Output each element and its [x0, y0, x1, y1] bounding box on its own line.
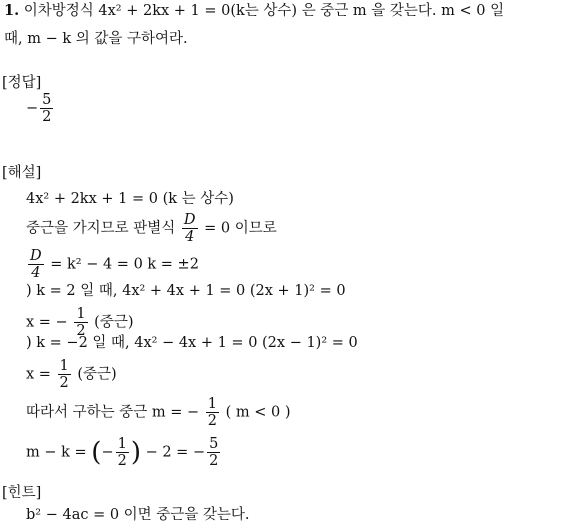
- problem-line-2: [4, 30, 188, 48]
- answer-label: [정답]: [2, 75, 42, 91]
- step-9-result-numerator: 5: [209, 436, 219, 452]
- solution-step-1: 4x² + 2kx + 1 = 0 (k 는 상수): [26, 191, 234, 207]
- answer-denominator: 2: [42, 109, 52, 125]
- step-5-denominator: 2: [76, 323, 86, 339]
- step-7-lead: x =: [26, 366, 51, 383]
- step-9-result-fraction: [207, 436, 220, 469]
- solution-label: [해설]: [2, 165, 42, 181]
- solution-step-4: ) k = 2 일 때, 4x² + 4x + 1 = 0 (2x + 1)² = 0: [26, 283, 346, 299]
- problem-line-1: [4, 2, 504, 20]
- solution-step-6: ) k = −2 일 때, 4x² − 4x + 1 = 0 (2x − 1)² = 0: [26, 335, 358, 351]
- step-5-numerator: 1: [76, 306, 86, 322]
- step-3-tail: = k² − 4 = 0 k = ±2: [50, 256, 199, 273]
- step-8-numerator: 1: [207, 396, 217, 412]
- step-5-tail: (중근): [94, 314, 134, 331]
- left-paren: (: [91, 437, 102, 468]
- step-7-tail: (중근): [77, 366, 117, 383]
- solution-step-3: [26, 248, 199, 281]
- step-3-denominator: 4: [31, 265, 41, 281]
- step-9-numerator: 1: [117, 436, 127, 452]
- step-8-fraction: [206, 396, 219, 429]
- step-9-mid: − 2 = −: [145, 444, 206, 461]
- problem-number: 1.: [4, 2, 20, 19]
- solution-step-8: [26, 396, 290, 429]
- hint-label: [힌트]: [2, 485, 42, 501]
- solution-step-7: [26, 358, 117, 391]
- step-9-denominator: 2: [117, 453, 127, 469]
- solution-step-9: [26, 436, 222, 469]
- step-2-text: 중근을 가지므로 판별식: [26, 220, 176, 237]
- answer-value: [26, 92, 55, 125]
- step-2-denominator: 4: [185, 229, 195, 245]
- solution-step-2: [26, 212, 277, 245]
- step-7-numerator: 1: [59, 358, 69, 374]
- answer-numerator: 5: [42, 92, 52, 108]
- step-3-fraction: [28, 248, 44, 281]
- step-9-result-denominator: 2: [209, 453, 219, 469]
- answer-sign: −: [26, 100, 39, 117]
- step-8-tail: ( m < 0 ): [225, 404, 291, 421]
- step-7-denominator: 2: [59, 375, 69, 391]
- step-3-numerator: D: [30, 248, 42, 264]
- hint-text: b² − 4ac = 0 이면 중근을 갖는다.: [26, 507, 250, 523]
- right-paren: ): [130, 437, 141, 468]
- step-5-lead: x = −: [26, 314, 68, 331]
- step-7-fraction: [58, 358, 71, 391]
- step-2-fraction: [182, 212, 198, 245]
- problem-text-2: 때, m − k 의 값을 구하여라.: [4, 31, 188, 47]
- answer-fraction: [40, 92, 53, 125]
- step-9-inner-sign: −: [101, 444, 114, 461]
- step-9-lead: m − k =: [26, 444, 87, 461]
- step-8-denominator: 2: [207, 413, 217, 429]
- problem-text-1: 이차방정식 4x² + 2kx + 1 = 0(k는 상수) 은 중근 m 을 갖는다. m < 0 일: [23, 3, 505, 19]
- step-9-fraction: [116, 436, 129, 469]
- step-2-numerator: D: [183, 212, 196, 228]
- step-2-tail: = 0 이므로: [204, 220, 277, 237]
- step-8-lead: 따라서 구하는 중근 m = −: [26, 404, 200, 421]
